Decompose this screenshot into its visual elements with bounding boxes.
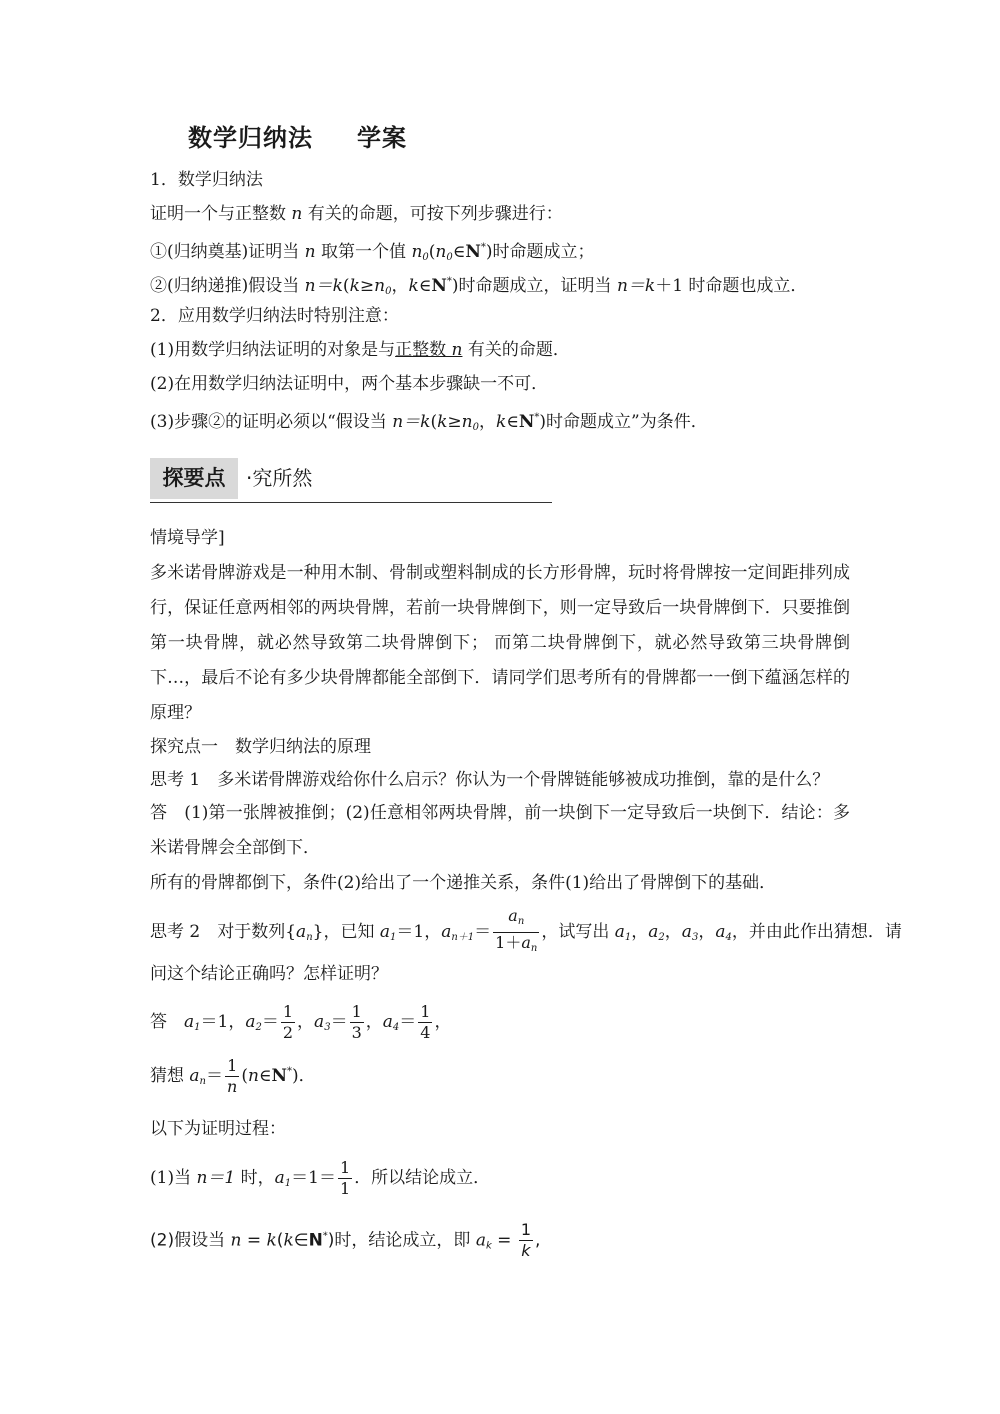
sec1-heading: 1．数学归纳法	[150, 170, 263, 190]
title-main: 数学归纳法	[188, 124, 313, 152]
page-title	[188, 118, 407, 153]
think2-question-cont: 问这个结论正确吗？怎样证明？	[150, 964, 388, 984]
all-fall-paragraph: 所有的骨牌都倒下，条件(2)给出了一个递推关系，条件(1)给出了骨牌倒下的基础．	[150, 873, 777, 893]
section-banner	[150, 458, 552, 503]
sec2-point3: (3)步骤②的证明必须以“假设当 $n=k(k\ge n_0$，k∈N*)时命题成立”为条件．	[150, 412, 708, 433]
proof-intro: 以下为证明过程：	[150, 1119, 286, 1139]
sec2-point1: (1)用数学归纳法证明的对象是与正整数 n 有关的命题．	[150, 340, 570, 360]
domino-paragraph: 多米诺骨牌游戏是一种用木制、骨制或塑料制成的长方形骨牌，玩时将骨牌按一定间距排列成行，保证任意两相邻的两块骨牌，若前一块骨牌倒下，则一定导致后一块骨牌倒下．只要推倒第一块骨牌，就必然导致第二块骨牌倒下； 而第二块骨牌倒下，就必然导致第三块骨牌倒下…，最后不论有多少块骨牌都能全部倒下．请同学们思考所有的骨牌都一一倒下蕴涵怎样的原理？	[150, 563, 850, 723]
guess-formula: 猜想 $a_n=$ $\frac{1}{n}$ (n∈N*)．	[150, 1056, 316, 1096]
sec2-point2: (2)在用数学归纳法证明中，两个基本步骤缺一不可．	[150, 374, 549, 394]
sec1-intro: 证明一个与正整数 n 有关的命题，可按下列步骤进行：	[150, 204, 563, 224]
explore-heading: 探究点一 数学归纳法的原理	[150, 737, 371, 757]
proof-step2: (2)假设当 n = k(k∈N*)时，结论成立，即 $a_k$ = $\frac{1}{k}$ ,	[150, 1220, 541, 1260]
proof-step1: (1)当 n＝1 时，$a_1=1=$ $\frac{1}{1}$ ．所以结论成立．	[150, 1158, 491, 1198]
think1-question: 思考 1 多米诺骨牌游戏给你什么启示？你认为一个骨牌链能够被成功推倒，靠的是什么？	[150, 770, 830, 790]
section-banner-box: 探要点	[150, 458, 238, 499]
section-banner-sub: ·究所然	[246, 466, 313, 490]
recurrence-fraction: $\frac{a_n}{1+a_n}$	[495, 906, 538, 954]
sec1-step2: ②(归纳递推)假设当 $n=k(k\ge n_0$，k∈N*)时命题成立，证明当 n＝k＋1 时命题也成立．	[150, 276, 808, 297]
sec2-heading: 2．应用数学归纳法时特别注意：	[150, 306, 399, 326]
think2-question: 思考 2 对于数列$\{a_n\}$，已知 $a_1=1$，$a_{n+1}=$ $\frac{a_n}{1+a_n}$ ，试写出 $a_1$，$a_2$，$a_3$，$a_4$，并由此作出猜想．请	[150, 906, 902, 959]
answer2-values: 答 $a_1=1$，$a_2=$ $\frac{1}{2}$ ，$a_3=$ $\frac{1}{3}$ ，$a_4=$ $\frac{1}{4}$ ，	[150, 1002, 452, 1042]
answer1-paragraph: 答 (1)第一张牌被推倒；(2)任意相邻两块骨牌，前一块倒下一定导致后一块倒下．结论：多米诺骨牌会全部倒下．	[150, 803, 850, 858]
situation-label: 情境导学]	[150, 528, 225, 548]
title-sub: 学案	[357, 124, 407, 152]
sec1-step1: ①(归纳奠基)证明当 n 取第一个值 $n_0(n_0\in N^*)$时命题成立；	[150, 242, 595, 263]
